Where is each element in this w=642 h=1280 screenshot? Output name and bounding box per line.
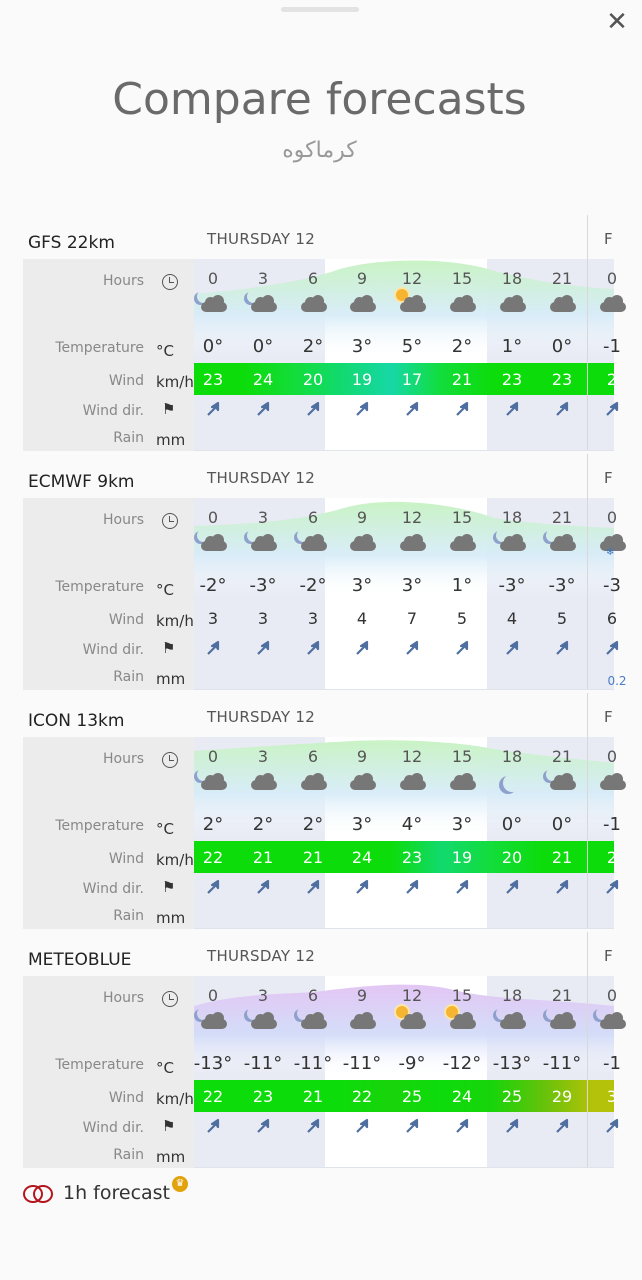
temperature-value: -11°	[542, 1053, 582, 1074]
next-day-header: F	[604, 708, 613, 726]
rain-unit: mm	[156, 1148, 186, 1166]
model-section	[23, 215, 621, 455]
wind-arrow-icon	[537, 641, 587, 661]
wind-value: 22	[202, 1087, 224, 1106]
temperature-label: Temperature	[55, 1057, 144, 1073]
temperature-value: -1	[603, 336, 621, 357]
cloud-icon	[437, 533, 487, 563]
wind-value: 3	[257, 609, 269, 628]
moon-cloud-icon	[238, 1011, 288, 1041]
temperature-value: -2°	[299, 575, 327, 596]
moon-cloud-icon	[188, 772, 238, 802]
moon-icon	[487, 772, 537, 802]
drag-handle[interactable]	[281, 7, 359, 12]
temperature-unit: °C	[156, 581, 174, 599]
clock-icon	[162, 513, 178, 529]
wind-value: 21	[302, 1087, 324, 1106]
wind-value: 3	[307, 609, 319, 628]
temperature-value: 2°	[302, 814, 324, 835]
temperature-value: -9°	[398, 1053, 426, 1074]
hour-value: 0	[606, 986, 618, 1005]
cloud-icon	[238, 772, 288, 802]
wind-arrow-icon	[337, 1119, 387, 1139]
row-labels	[23, 259, 194, 451]
next-day-header: F	[604, 230, 613, 248]
wind-value: 25	[501, 1087, 523, 1106]
model-name: ECMWF 9km	[28, 472, 135, 492]
wind-arrow-icon	[537, 880, 587, 900]
hour-value: 3	[257, 269, 269, 288]
wind-value: 24	[252, 370, 274, 389]
hour-value: 6	[307, 986, 319, 1005]
hour-value: 0	[207, 747, 219, 766]
cloud-icon	[437, 294, 487, 324]
hour-value: 3	[257, 747, 269, 766]
moon-cloud-icon	[537, 772, 587, 802]
temperature-unit: °C	[156, 1059, 174, 1077]
moon-cloud-icon	[537, 1011, 587, 1041]
wind-arrow-icon	[537, 402, 587, 422]
day-header: THURSDAY 12	[207, 947, 316, 965]
temperature-value: -2°	[199, 575, 227, 596]
day-separator	[587, 454, 588, 690]
sun-cloud-icon	[387, 1011, 437, 1041]
cloud-icon	[337, 294, 387, 324]
flag-icon: ⚑	[162, 1117, 176, 1135]
location-name: کرماکوه	[282, 138, 357, 163]
model-name: GFS 22km	[28, 233, 115, 253]
wind-arrow-icon	[587, 1119, 637, 1139]
cloud-icon	[387, 772, 437, 802]
hours-label: Hours	[102, 512, 144, 528]
temperature-value: 5°	[401, 336, 423, 357]
cloud-icon	[288, 294, 338, 324]
day-separator	[587, 215, 588, 451]
flag-icon: ⚑	[162, 878, 176, 896]
wind-arrow-icon	[387, 641, 437, 661]
temperature-unit: °C	[156, 820, 174, 838]
wind-arrow-icon	[387, 880, 437, 900]
rain-label: Rain	[113, 430, 144, 446]
temperature-value: -12°	[442, 1053, 482, 1074]
wind-value: 3	[606, 1087, 618, 1106]
hour-value: 21	[551, 986, 573, 1005]
wind-value: 23	[202, 370, 224, 389]
wind-arrow-icon	[337, 402, 387, 422]
wind-value: 23	[252, 1087, 274, 1106]
cloud-icon	[288, 772, 338, 802]
moon-cloud-icon	[238, 533, 288, 563]
wind-label: Wind	[108, 851, 144, 867]
wind-value: 21	[551, 848, 573, 867]
hours-label: Hours	[102, 751, 144, 767]
moon-cloud-icon	[188, 533, 238, 563]
temperature-value: 4°	[401, 814, 423, 835]
temperature-value: -11°	[342, 1053, 382, 1074]
sun-cloud-icon	[437, 1011, 487, 1041]
sun-cloud-icon	[387, 294, 437, 324]
forecast-grid	[194, 454, 627, 690]
temperature-value: 3°	[351, 814, 373, 835]
moon-cloud-icon	[188, 294, 238, 324]
hour-value: 9	[356, 986, 368, 1005]
hour-value: 3	[257, 986, 269, 1005]
wind-arrow-icon	[537, 1119, 587, 1139]
wind-arrow-icon	[188, 641, 238, 661]
moon-cloud-icon	[537, 533, 587, 563]
hour-value: 0	[606, 508, 618, 527]
hour-value: 9	[356, 269, 368, 288]
day-header: THURSDAY 12	[207, 469, 316, 487]
wind-arrow-icon	[238, 880, 288, 900]
row-labels	[23, 737, 194, 929]
row-labels	[23, 976, 194, 1168]
hour-value: 18	[501, 747, 523, 766]
hour-value: 3	[257, 508, 269, 527]
temperature-value: 2°	[451, 336, 473, 357]
moon-cloud-icon	[188, 1011, 238, 1041]
model-name: ICON 13km	[28, 711, 125, 731]
wind-arrow-icon	[337, 880, 387, 900]
wind-arrow-icon	[487, 402, 537, 422]
clock-icon	[162, 991, 178, 1007]
wind-dir-label: Wind dir.	[82, 642, 144, 658]
hour-value: 12	[401, 986, 423, 1005]
temperature-value: -13°	[193, 1053, 233, 1074]
wind-value: 22	[351, 1087, 373, 1106]
temperature-value: -3	[603, 575, 621, 596]
model-section	[23, 932, 621, 1172]
temperature-value: 0°	[551, 336, 573, 357]
hour-value: 12	[401, 269, 423, 288]
wind-unit: km/h	[156, 851, 194, 869]
hour-value: 21	[551, 269, 573, 288]
snow-icon: ❄	[587, 533, 637, 563]
wind-value: 4	[356, 609, 368, 628]
hour-value: 18	[501, 269, 523, 288]
hour-value: 0	[207, 269, 219, 288]
wind-value: 7	[406, 609, 418, 628]
wind-unit: km/h	[156, 373, 194, 391]
temperature-value: 0°	[551, 814, 573, 835]
wind-label: Wind	[108, 612, 144, 628]
hour-value: 9	[356, 747, 368, 766]
wind-value: 21	[451, 370, 473, 389]
cloud-icon	[337, 1011, 387, 1041]
one-hour-toggle[interactable]	[23, 1185, 55, 1203]
model-name: METEOBLUE	[28, 950, 132, 970]
temperature-value: 3°	[351, 575, 373, 596]
temperature-value: 3°	[401, 575, 423, 596]
temperature-value: 0°	[501, 814, 523, 835]
wind-value: 19	[351, 370, 373, 389]
one-hour-forecast-label[interactable]: 1h forecast	[63, 1182, 171, 1204]
hour-value: 15	[451, 986, 473, 1005]
wind-arrow-icon	[238, 402, 288, 422]
hour-value: 9	[356, 508, 368, 527]
wind-arrow-icon	[587, 880, 637, 900]
wind-arrow-icon	[487, 880, 537, 900]
temperature-value: 3°	[451, 814, 473, 835]
wind-label: Wind	[108, 373, 144, 389]
wind-unit: km/h	[156, 1090, 194, 1108]
cloud-icon	[387, 533, 437, 563]
day-header: THURSDAY 12	[207, 230, 316, 248]
wind-value: 23	[501, 370, 523, 389]
wind-arrow-icon	[487, 641, 537, 661]
clock-icon	[162, 752, 178, 768]
temperature-value: 1°	[501, 336, 523, 357]
wind-arrow-icon	[437, 880, 487, 900]
wind-dir-label: Wind dir.	[82, 1120, 144, 1136]
moon-cloud-icon	[288, 533, 338, 563]
wind-arrow-icon	[288, 641, 338, 661]
wind-value: 5	[556, 609, 568, 628]
close-icon[interactable]: ✕	[606, 7, 628, 37]
cloud-icon	[487, 294, 537, 324]
next-day-header: F	[604, 947, 613, 965]
next-day-header: F	[604, 469, 613, 487]
wind-arrow-icon	[238, 1119, 288, 1139]
temperature-value: -13°	[492, 1053, 532, 1074]
day-header: THURSDAY 12	[207, 708, 316, 726]
flag-icon: ⚑	[162, 639, 176, 657]
temperature-value: 2°	[202, 814, 224, 835]
wind-arrow-icon	[188, 402, 238, 422]
hour-value: 15	[451, 269, 473, 288]
temperature-label: Temperature	[55, 818, 144, 834]
section-bottom-line	[194, 450, 614, 451]
wind-value: 23	[401, 848, 423, 867]
hours-label: Hours	[102, 273, 144, 289]
temperature-value: -1	[603, 814, 621, 835]
day-separator	[587, 932, 588, 1168]
crown-icon: ♛	[172, 1176, 188, 1192]
wind-value: 3	[207, 609, 219, 628]
wind-value: 19	[451, 848, 473, 867]
wind-value: 17	[401, 370, 423, 389]
flag-icon: ⚑	[162, 400, 176, 418]
cloud-icon	[587, 772, 637, 802]
wind-dir-label: Wind dir.	[82, 881, 144, 897]
wind-arrow-icon	[587, 641, 637, 661]
hour-value: 12	[401, 747, 423, 766]
section-bottom-line	[194, 928, 614, 929]
hour-value: 15	[451, 508, 473, 527]
temperature-value: 2°	[252, 814, 274, 835]
rain-unit: mm	[156, 670, 186, 688]
wind-unit: km/h	[156, 612, 194, 630]
temperature-value: -11°	[243, 1053, 283, 1074]
rain-value: 0.2	[607, 674, 627, 688]
wind-value: 25	[401, 1087, 423, 1106]
cloud-icon	[587, 294, 637, 324]
hour-value: 21	[551, 508, 573, 527]
temperature-value: -1	[603, 1053, 621, 1074]
wind-arrow-icon	[238, 641, 288, 661]
hour-value: 0	[606, 269, 618, 288]
forecast-grid	[194, 693, 621, 929]
hour-value: 18	[501, 986, 523, 1005]
moon-cloud-icon	[288, 1011, 338, 1041]
wind-arrow-icon	[188, 880, 238, 900]
wind-arrow-icon	[188, 1119, 238, 1139]
cloud-icon	[437, 772, 487, 802]
cloud-icon	[337, 772, 387, 802]
wind-label: Wind	[108, 1090, 144, 1106]
moon-cloud-icon	[487, 533, 537, 563]
rain-unit: mm	[156, 909, 186, 927]
temperature-value: -3°	[548, 575, 576, 596]
hour-value: 12	[401, 508, 423, 527]
temperature-value: -11°	[293, 1053, 333, 1074]
temperature-unit: °C	[156, 342, 174, 360]
forecast-grid	[194, 215, 621, 451]
moon-cloud-icon	[587, 1011, 637, 1041]
wind-arrow-icon	[288, 402, 338, 422]
wind-value: 21	[302, 848, 324, 867]
page-title: Compare forecasts	[112, 74, 527, 125]
wind-arrow-icon	[437, 641, 487, 661]
wind-value: 29	[551, 1087, 573, 1106]
rain-label: Rain	[113, 669, 144, 685]
rain-label: Rain	[113, 1147, 144, 1163]
wind-arrow-icon	[387, 1119, 437, 1139]
wind-arrow-icon	[437, 402, 487, 422]
hour-value: 21	[551, 747, 573, 766]
temperature-value: 0°	[202, 336, 224, 357]
rain-label: Rain	[113, 908, 144, 924]
wind-arrow-icon	[288, 880, 338, 900]
rain-unit: mm	[156, 431, 186, 449]
model-section	[23, 454, 627, 694]
wind-value: 24	[351, 848, 373, 867]
wind-arrow-icon	[437, 1119, 487, 1139]
wind-arrow-icon	[587, 402, 637, 422]
temperature-value: -3°	[498, 575, 526, 596]
hour-value: 6	[307, 747, 319, 766]
moon-cloud-icon	[487, 1011, 537, 1041]
wind-value: 23	[551, 370, 573, 389]
hours-label: Hours	[102, 990, 144, 1006]
temperature-value: 3°	[351, 336, 373, 357]
hour-value: 15	[451, 747, 473, 766]
wind-value: 22	[202, 848, 224, 867]
cloud-icon	[537, 294, 587, 324]
hour-value: 0	[606, 747, 618, 766]
temperature-label: Temperature	[55, 579, 144, 595]
section-bottom-line	[194, 1167, 614, 1168]
moon-cloud-icon	[238, 294, 288, 324]
wind-arrow-icon	[288, 1119, 338, 1139]
temperature-label: Temperature	[55, 340, 144, 356]
wind-value: 4	[506, 609, 518, 628]
section-bottom-line	[194, 689, 614, 690]
wind-value: 2	[606, 370, 618, 389]
wind-arrow-icon	[387, 402, 437, 422]
hour-value: 0	[207, 508, 219, 527]
wind-arrow-icon	[487, 1119, 537, 1139]
row-labels	[23, 498, 194, 690]
temperature-value: 2°	[302, 336, 324, 357]
wind-dir-label: Wind dir.	[82, 403, 144, 419]
wind-value: 5	[456, 609, 468, 628]
wind-value: 6	[606, 609, 618, 628]
hour-value: 6	[307, 269, 319, 288]
wind-value: 20	[302, 370, 324, 389]
cloud-icon	[337, 533, 387, 563]
clock-icon	[162, 274, 178, 290]
wind-value: 20	[501, 848, 523, 867]
forecast-grid	[193, 932, 621, 1168]
temperature-value: 1°	[451, 575, 473, 596]
temperature-value: -3°	[249, 575, 277, 596]
wind-arrow-icon	[337, 641, 387, 661]
hour-value: 18	[501, 508, 523, 527]
day-separator	[587, 693, 588, 929]
temperature-value: 0°	[252, 336, 274, 357]
wind-value: 24	[451, 1087, 473, 1106]
hour-value: 6	[307, 508, 319, 527]
wind-value: 2	[606, 848, 618, 867]
wind-value: 21	[252, 848, 274, 867]
model-section	[23, 693, 621, 933]
hour-value: 0	[207, 986, 219, 1005]
